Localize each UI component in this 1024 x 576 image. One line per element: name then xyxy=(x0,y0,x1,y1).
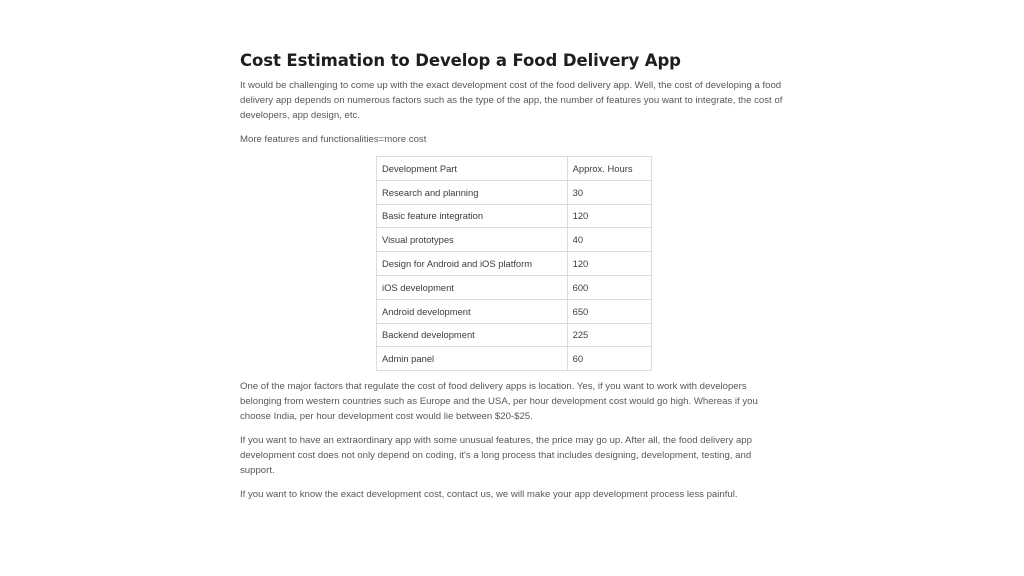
article-title: Cost Estimation to Develop a Food Delivery App xyxy=(240,51,681,70)
table-header-part: Development Part xyxy=(377,157,568,181)
table-cell-part: Android development xyxy=(377,299,568,323)
article xyxy=(240,50,785,511)
intro-paragraph: It would be challenging to come up with the exact development cost of the food delivery app. Well, the cost of developing a food delivery app depends on numerous factors such as the type of the app, the number of features you want to integrate, the cost of developers, app design, etc. xyxy=(240,80,783,121)
table-row xyxy=(377,180,652,204)
table-cell-part: Design for Android and iOS platform xyxy=(377,252,568,276)
cost-table xyxy=(376,156,652,371)
table-cell-hours: 120 xyxy=(567,252,651,276)
table-row xyxy=(377,299,652,323)
cost-table-wrapper xyxy=(376,156,652,371)
location-paragraph: One of the major factors that regulate the cost of food delivery apps is location. Yes, if you want to work with developers belonging from western countries such as Europe and the USA, per hour development cost would go high. Whereas if you choose India, per hour development cost would lie between $20-$25. xyxy=(240,381,758,423)
table-row xyxy=(377,347,652,371)
table-row xyxy=(377,323,652,347)
table-row xyxy=(377,204,652,228)
contact-paragraph: If you want to know the exact development cost, contact us, we will make your app development process less painful. xyxy=(240,489,738,501)
table-cell-hours: 30 xyxy=(567,180,651,204)
table-row xyxy=(377,252,652,276)
formula-paragraph: More features and functionalities=more cost xyxy=(240,134,427,145)
table-cell-part: Admin panel xyxy=(377,347,568,371)
table-cell-hours: 40 xyxy=(567,228,651,252)
table-cell-part: iOS development xyxy=(377,275,568,299)
table-cell-part: Backend development xyxy=(377,323,568,347)
table-cell-hours: 60 xyxy=(567,347,651,371)
table-header-hours: Approx. Hours xyxy=(567,157,651,181)
table-cell-hours: 600 xyxy=(567,275,651,299)
table-cell-part: Basic feature integration xyxy=(377,204,568,228)
table-row xyxy=(377,275,652,299)
table-cell-hours: 225 xyxy=(567,323,651,347)
table-cell-part: Research and planning xyxy=(377,180,568,204)
features-paragraph: If you want to have an extraordinary app with some unusual features, the price may go up. After all, the food delivery app development cost does not only depend on coding, it's a long process that includes designing, development, testing, and support. xyxy=(240,435,752,477)
table-row xyxy=(377,228,652,252)
table-cell-hours: 120 xyxy=(567,204,651,228)
table-cell-hours: 650 xyxy=(567,299,651,323)
table-cell-part: Visual prototypes xyxy=(377,228,568,252)
table-header-row xyxy=(377,157,652,181)
